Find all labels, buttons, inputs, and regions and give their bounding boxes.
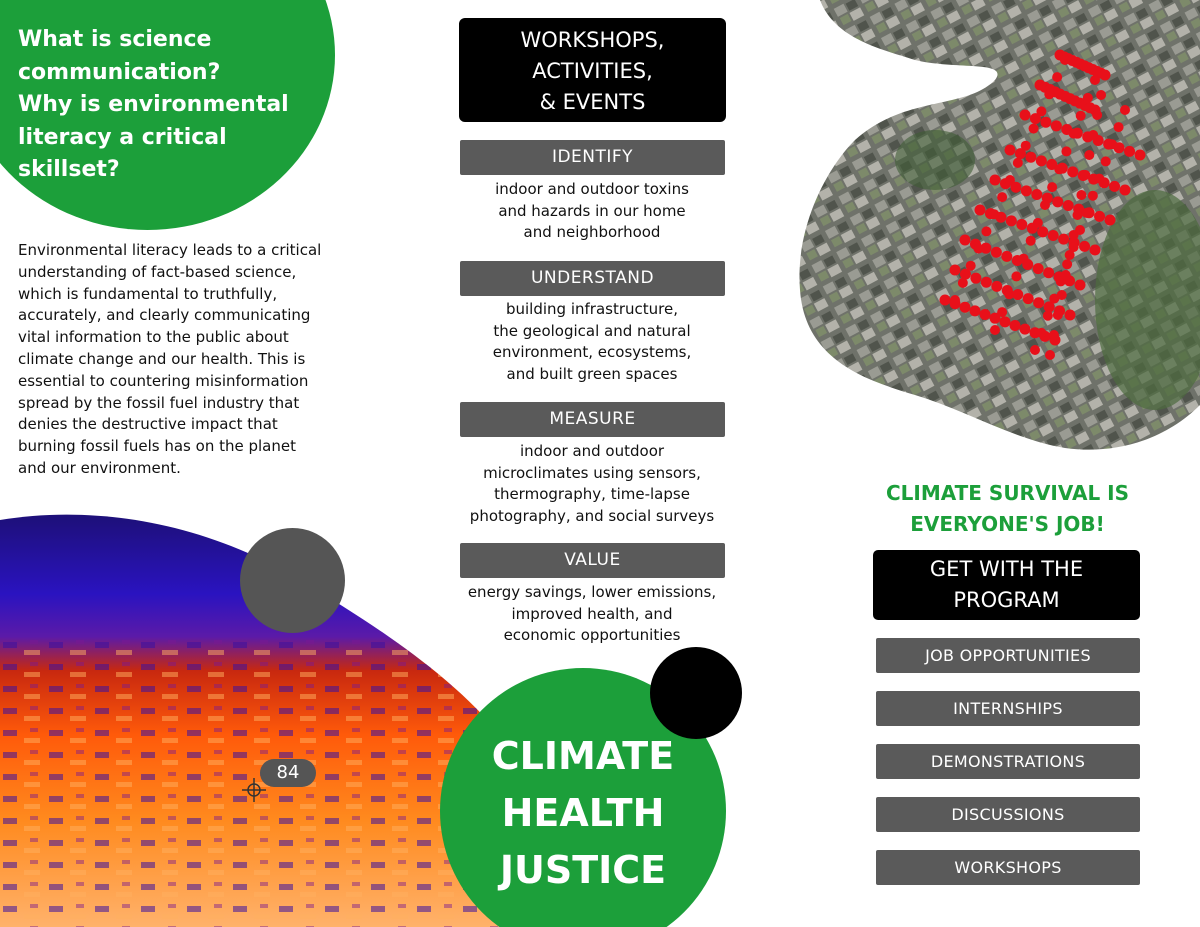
- sensor-marker: [1092, 110, 1102, 120]
- crosshair-icon: [242, 778, 266, 802]
- sensor-marker: [991, 281, 1002, 292]
- sensor-marker: [940, 295, 951, 306]
- sensor-marker: [1013, 158, 1023, 168]
- sensor-marker: [1062, 259, 1072, 269]
- sensor-marker: [1005, 175, 1015, 185]
- sensor-marker: [966, 261, 976, 271]
- sensor-marker: [1076, 190, 1086, 200]
- sensor-marker: [1033, 297, 1044, 308]
- sensor-marker: [1023, 293, 1034, 304]
- sensor-marker: [1033, 263, 1044, 274]
- sensor-marker: [1006, 215, 1017, 226]
- sensor-marker: [1036, 106, 1046, 116]
- value-heading: VALUE: [460, 543, 725, 578]
- climate-health-justice-banner: CLIMATE HEALTH JUSTICE: [491, 734, 675, 892]
- sensor-marker: [1020, 324, 1031, 335]
- sensor-marker: [1040, 117, 1051, 128]
- sensor-marker: [1011, 271, 1021, 281]
- understand-heading: UNDERSTAND: [460, 261, 725, 296]
- sensor-marker: [1090, 245, 1101, 256]
- sensor-marker: [1025, 152, 1036, 163]
- sensor-marker: [1079, 241, 1090, 252]
- sensor-marker: [1037, 226, 1048, 237]
- sensor-marker: [1044, 89, 1054, 99]
- sensor-marker: [1081, 208, 1091, 218]
- sensor-marker: [1067, 166, 1078, 177]
- workshops-button[interactable]: WORKSHOPS: [876, 850, 1140, 885]
- sensor-marker: [1040, 200, 1050, 210]
- sensor-marker: [990, 175, 1001, 186]
- sensor-marker: [950, 265, 961, 276]
- sensor-marker: [1061, 270, 1071, 280]
- sensor-marker: [1084, 150, 1094, 160]
- sensor-marker: [1057, 290, 1067, 300]
- sensor-marker: [1019, 254, 1029, 264]
- sensor-marker: [981, 277, 992, 288]
- sensor-marker: [1124, 146, 1135, 157]
- sensor-marker: [1069, 230, 1079, 240]
- sensor-marker: [974, 244, 984, 254]
- identify-text: indoor and outdoor toxins and hazards in our home and neighborhood: [495, 180, 689, 241]
- sensor-marker: [1088, 130, 1098, 140]
- measure-heading: MEASURE: [460, 402, 725, 437]
- sensor-marker: [1063, 200, 1074, 211]
- sensor-marker: [1088, 191, 1098, 201]
- sensor-marker: [1120, 105, 1130, 115]
- understand-text: building infrastructure, the geological and natural environment, ecosystems, and built green spaces: [492, 300, 692, 383]
- sensor-marker: [1054, 164, 1064, 174]
- sensor-marker: [1026, 236, 1036, 246]
- sensor-marker: [1083, 93, 1093, 103]
- sensor-marker: [1120, 185, 1131, 196]
- sensor-marker: [960, 235, 971, 246]
- sensor-marker: [1029, 124, 1039, 134]
- sensor-marker: [1005, 145, 1016, 156]
- sensor-marker: [1107, 139, 1117, 149]
- black-circle-decoration: [650, 647, 742, 739]
- sensor-marker: [997, 307, 1007, 317]
- sensor-marker: [970, 273, 981, 284]
- grey-circle-decoration: [240, 528, 345, 633]
- sensor-marker: [991, 247, 1002, 258]
- sensor-marker: [1016, 219, 1027, 230]
- sensor-marker: [1001, 251, 1012, 262]
- sensor-marker: [1105, 215, 1116, 226]
- aerial-map-image: [795, 0, 1200, 455]
- sensor-marker: [1094, 174, 1104, 184]
- sensor-marker: [1100, 70, 1110, 80]
- sensor-marker: [1094, 211, 1105, 222]
- discussions-button[interactable]: DISCUSSIONS: [876, 797, 1140, 832]
- get-with-program-box: GET WITH THE PROGRAM: [873, 550, 1140, 620]
- sensor-marker: [1047, 182, 1057, 192]
- demonstrations-button[interactable]: DEMONSTRATIONS: [876, 744, 1140, 779]
- sensor-marker: [1053, 310, 1063, 320]
- sensor-marker: [1043, 311, 1053, 321]
- workshops-title-box: WORKSHOPS, ACTIVITIES, & EVENTS: [459, 18, 726, 122]
- sensor-marker: [1036, 328, 1046, 338]
- sensor-marker: [1060, 55, 1070, 65]
- sensor-marker: [1020, 110, 1031, 121]
- sensor-marker: [1010, 320, 1021, 331]
- sensor-marker: [1043, 267, 1054, 278]
- climate-survival-slogan: CLIMATE SURVIVAL IS EVERYONE'S JOB!: [885, 481, 1130, 536]
- sensor-marker: [1109, 181, 1120, 192]
- sensor-marker: [1073, 210, 1083, 220]
- sensor-marker: [1090, 75, 1100, 85]
- internships-button[interactable]: INTERNSHIPS: [876, 691, 1140, 726]
- sensor-marker: [1031, 189, 1042, 200]
- sensor-marker: [1069, 129, 1079, 139]
- sensor-marker: [1080, 170, 1090, 180]
- sensor-marker: [990, 325, 1000, 335]
- sensor-marker: [960, 302, 971, 313]
- sensor-marker: [1004, 289, 1014, 299]
- sensor-marker: [1114, 122, 1124, 132]
- sensor-marker: [1076, 111, 1086, 121]
- sensor-marker: [1000, 316, 1011, 327]
- value-text: energy savings, lower emissions, improved health, and economic opportunities: [467, 583, 717, 644]
- sensor-marker: [1061, 146, 1071, 156]
- environmental-literacy-paragraph: Environmental literacy leads to a critical understanding of fact-based science, which is fundamental to truthfully, accurately, and clearly communicating vital information to the public about climate change and our health. This is essential to countering misinformation spread by the fossil fuel industry that denies the destructive impact that burning fossil fuels has on the planet and our environment.: [18, 241, 322, 477]
- sensor-marker: [1033, 218, 1043, 228]
- sensor-marker: [989, 209, 999, 219]
- sensor-marker: [1065, 250, 1075, 260]
- sensor-marker: [1045, 350, 1055, 360]
- identify-heading: IDENTIFY: [460, 140, 725, 175]
- sensor-marker: [958, 278, 968, 288]
- sensor-marker: [1135, 150, 1146, 161]
- sensor-marker: [975, 205, 986, 216]
- sensor-marker: [1021, 141, 1031, 151]
- map-svg: [795, 0, 1200, 455]
- sensor-marker: [1049, 330, 1059, 340]
- sensor-marker: [1101, 156, 1111, 166]
- sensor-marker: [1075, 280, 1086, 291]
- sensor-marker: [1051, 120, 1062, 131]
- sensor-marker: [1058, 234, 1069, 245]
- sensor-marker: [1048, 230, 1059, 241]
- sensor-marker: [1036, 155, 1047, 166]
- sensor-marker: [980, 309, 991, 320]
- sensor-marker: [950, 295, 960, 305]
- science-communication-question: What is science communication? Why is environmental literacy a critical skillset?: [18, 27, 289, 182]
- sensor-marker: [997, 192, 1007, 202]
- sensor-marker: [1096, 90, 1106, 100]
- sensor-marker: [1065, 310, 1076, 321]
- sensor-marker: [1052, 196, 1063, 207]
- sensor-marker: [1052, 72, 1062, 82]
- sensor-marker: [1021, 185, 1032, 196]
- sensor-marker: [970, 305, 981, 316]
- measure-text: indoor and outdoor microclimates using sensors, thermography, time-lapse photography, and social surveys: [469, 442, 715, 525]
- job-opportunities-button[interactable]: JOB OPPORTUNITIES: [876, 638, 1140, 673]
- sensor-marker: [1030, 345, 1040, 355]
- sensor-marker: [981, 226, 991, 236]
- temperature-reading-badge: 84: [260, 759, 316, 787]
